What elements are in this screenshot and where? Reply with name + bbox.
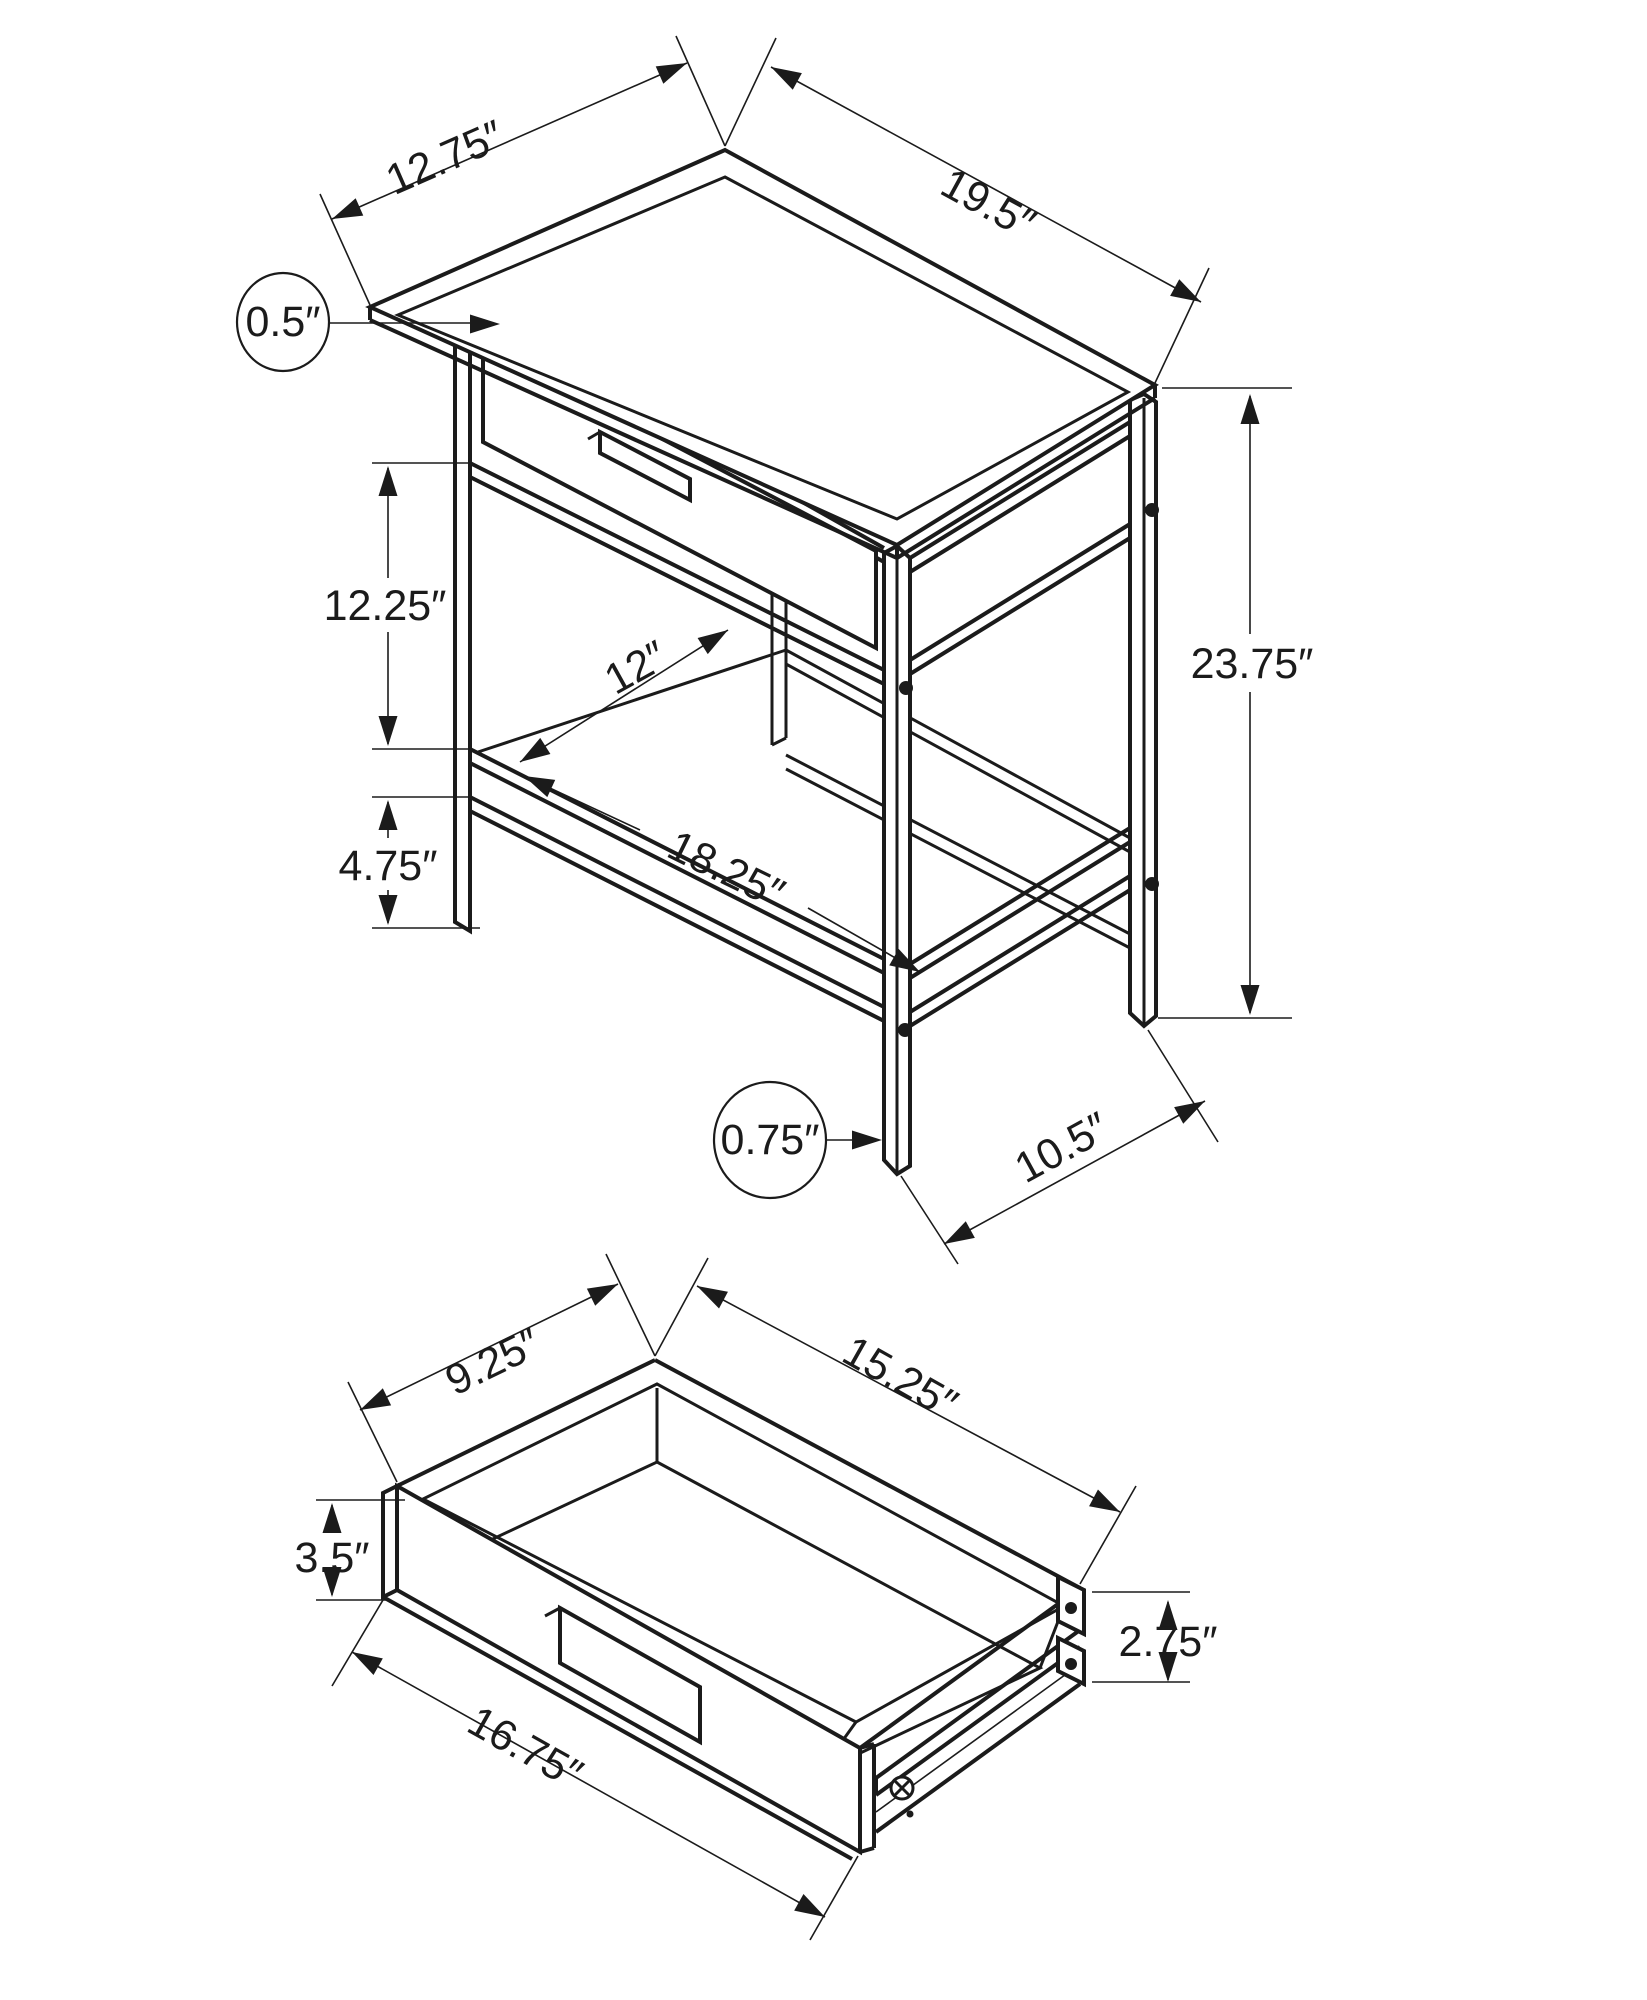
arrowhead [379, 716, 398, 746]
arrowhead [379, 800, 398, 830]
drawer-front-endcap [383, 1486, 397, 1597]
arrowhead [323, 1503, 342, 1533]
drawer-rim [397, 1360, 1080, 1722]
arrowhead [794, 1894, 829, 1925]
arrowhead [515, 738, 551, 770]
dim-table-length: 19.5″ [933, 159, 1043, 249]
dim-table-height: 23.75″ [1190, 640, 1314, 688]
arrowhead [766, 59, 801, 90]
dim-table-top-thickness: 0.5″ [245, 298, 321, 346]
arrowhead [939, 1221, 974, 1252]
arrowhead [1241, 394, 1260, 424]
dim-table-shelf-clearance: 12″ [596, 631, 676, 705]
dim-drawer-inner-depth: 9.25″ [438, 1318, 548, 1406]
dim-drawer-inner-length: 15.25″ [834, 1326, 966, 1430]
arrowhead [587, 1275, 622, 1305]
dim-table-frame-thickness: 0.75″ [720, 1116, 820, 1164]
arrowhead [1170, 279, 1205, 310]
arrowhead [693, 1278, 728, 1309]
dim-table-depth: 12.75″ [379, 111, 511, 205]
arrowhead [379, 895, 398, 925]
dim-table-shelf-length: 18.25″ [660, 821, 792, 919]
arrowhead [852, 1131, 882, 1150]
arrowhead [347, 1644, 382, 1675]
left-leg [455, 299, 470, 931]
dim-drawer-side-height: 2.75″ [1118, 1618, 1218, 1666]
dim-table-drawer-to-shelf: 12.25″ [323, 582, 447, 630]
dim-table-floor-clearance: 4.75″ [338, 842, 438, 890]
arrowhead [356, 1388, 391, 1418]
dim-drawer-front-height: 3.5″ [294, 1534, 370, 1582]
arrowhead [379, 466, 398, 496]
dim-drawer-front-length: 16.75″ [459, 1697, 591, 1799]
table-view [370, 150, 1159, 1174]
arrowhead [698, 622, 734, 654]
arrowhead [1241, 985, 1260, 1015]
dim-table-base-depth: 10.5″ [1007, 1103, 1117, 1193]
drawer-view [383, 1360, 1084, 1859]
table-screws [898, 503, 1159, 1037]
